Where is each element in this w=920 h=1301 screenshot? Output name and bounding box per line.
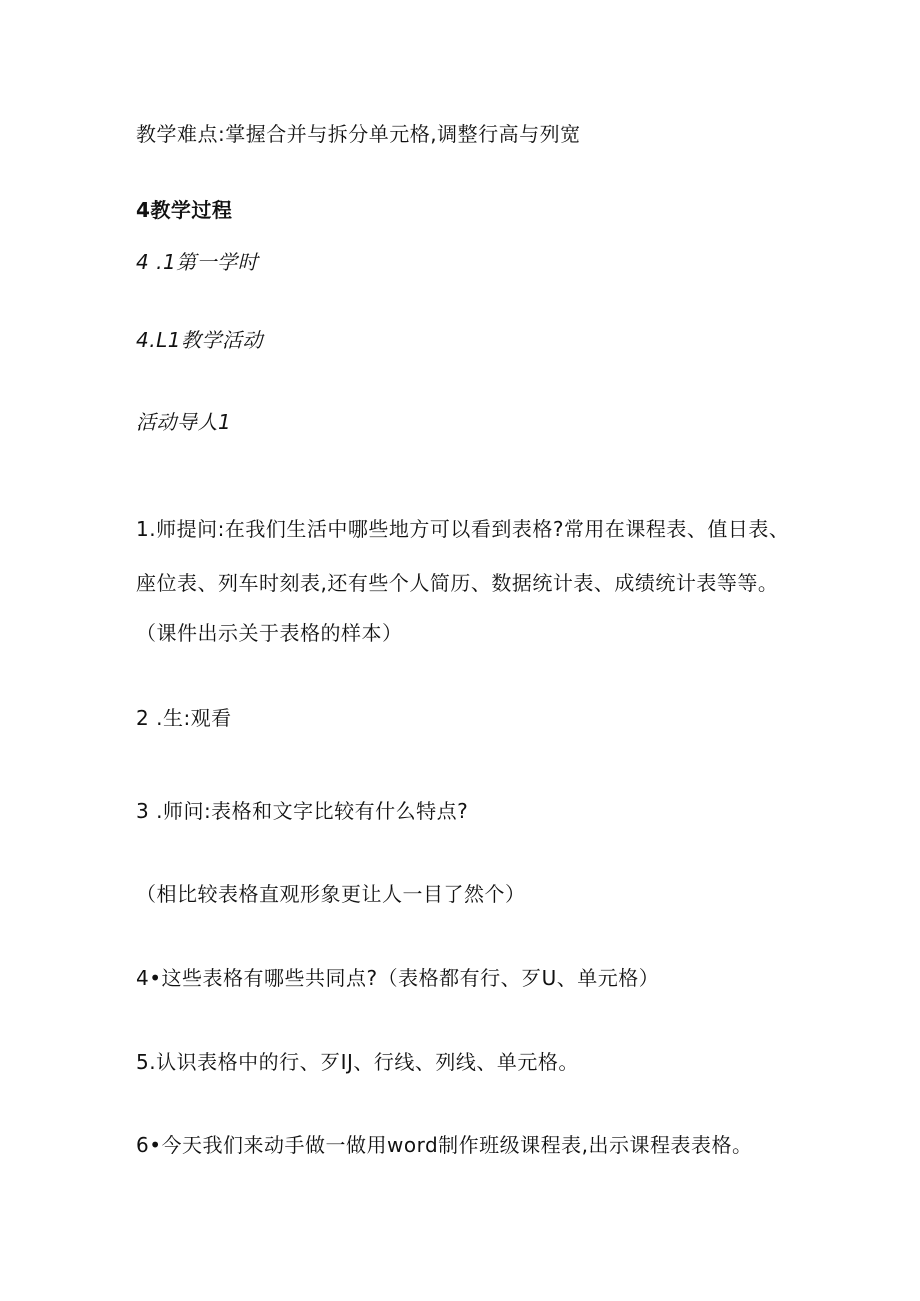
paragraph-3: 3 .师问:表格和文字比较有什么特点? (136, 799, 469, 823)
paragraph-3-answer: （相比较表格直观形象更让人一目了然个） (136, 882, 526, 906)
paragraph-1-line-3: （课件出示关于表格的样本） (136, 621, 403, 645)
paragraph-1-line-2: 座位表、列车时刻表,还有些个人简历、数据统计表、成绩统计表等等。 (136, 571, 779, 595)
activity-intro-heading: 活动导人1 (136, 410, 232, 434)
subsection-heading-first-lesson: 4 .1第一学时 (136, 250, 259, 274)
paragraph-6: 6•今天我们来动手做一做用word制作班级课程表,出示课程表表格。 (136, 1133, 753, 1157)
paragraph-4: 4•这些表格有哪些共同点?（表格都有行、歹U、单元格） (136, 966, 660, 990)
paragraph-5: 5.认识表格中的行、歹IJ、行线、列线、单元格。 (136, 1050, 579, 1074)
paragraph-2: 2 .生:观看 (136, 706, 232, 730)
subsection-heading-teaching-activity: 4.L1教学活动 (136, 328, 263, 352)
teaching-difficulty-line: 教学难点:掌握合并与拆分单元格,调整行高与列宽 (136, 122, 581, 146)
paragraph-1-line-1: 1.师提问:在我们生活中哪些地方可以看到表格?常用在课程表、值日表、 (136, 517, 790, 541)
section-heading-teaching-process: 4教学过程 (136, 198, 233, 222)
